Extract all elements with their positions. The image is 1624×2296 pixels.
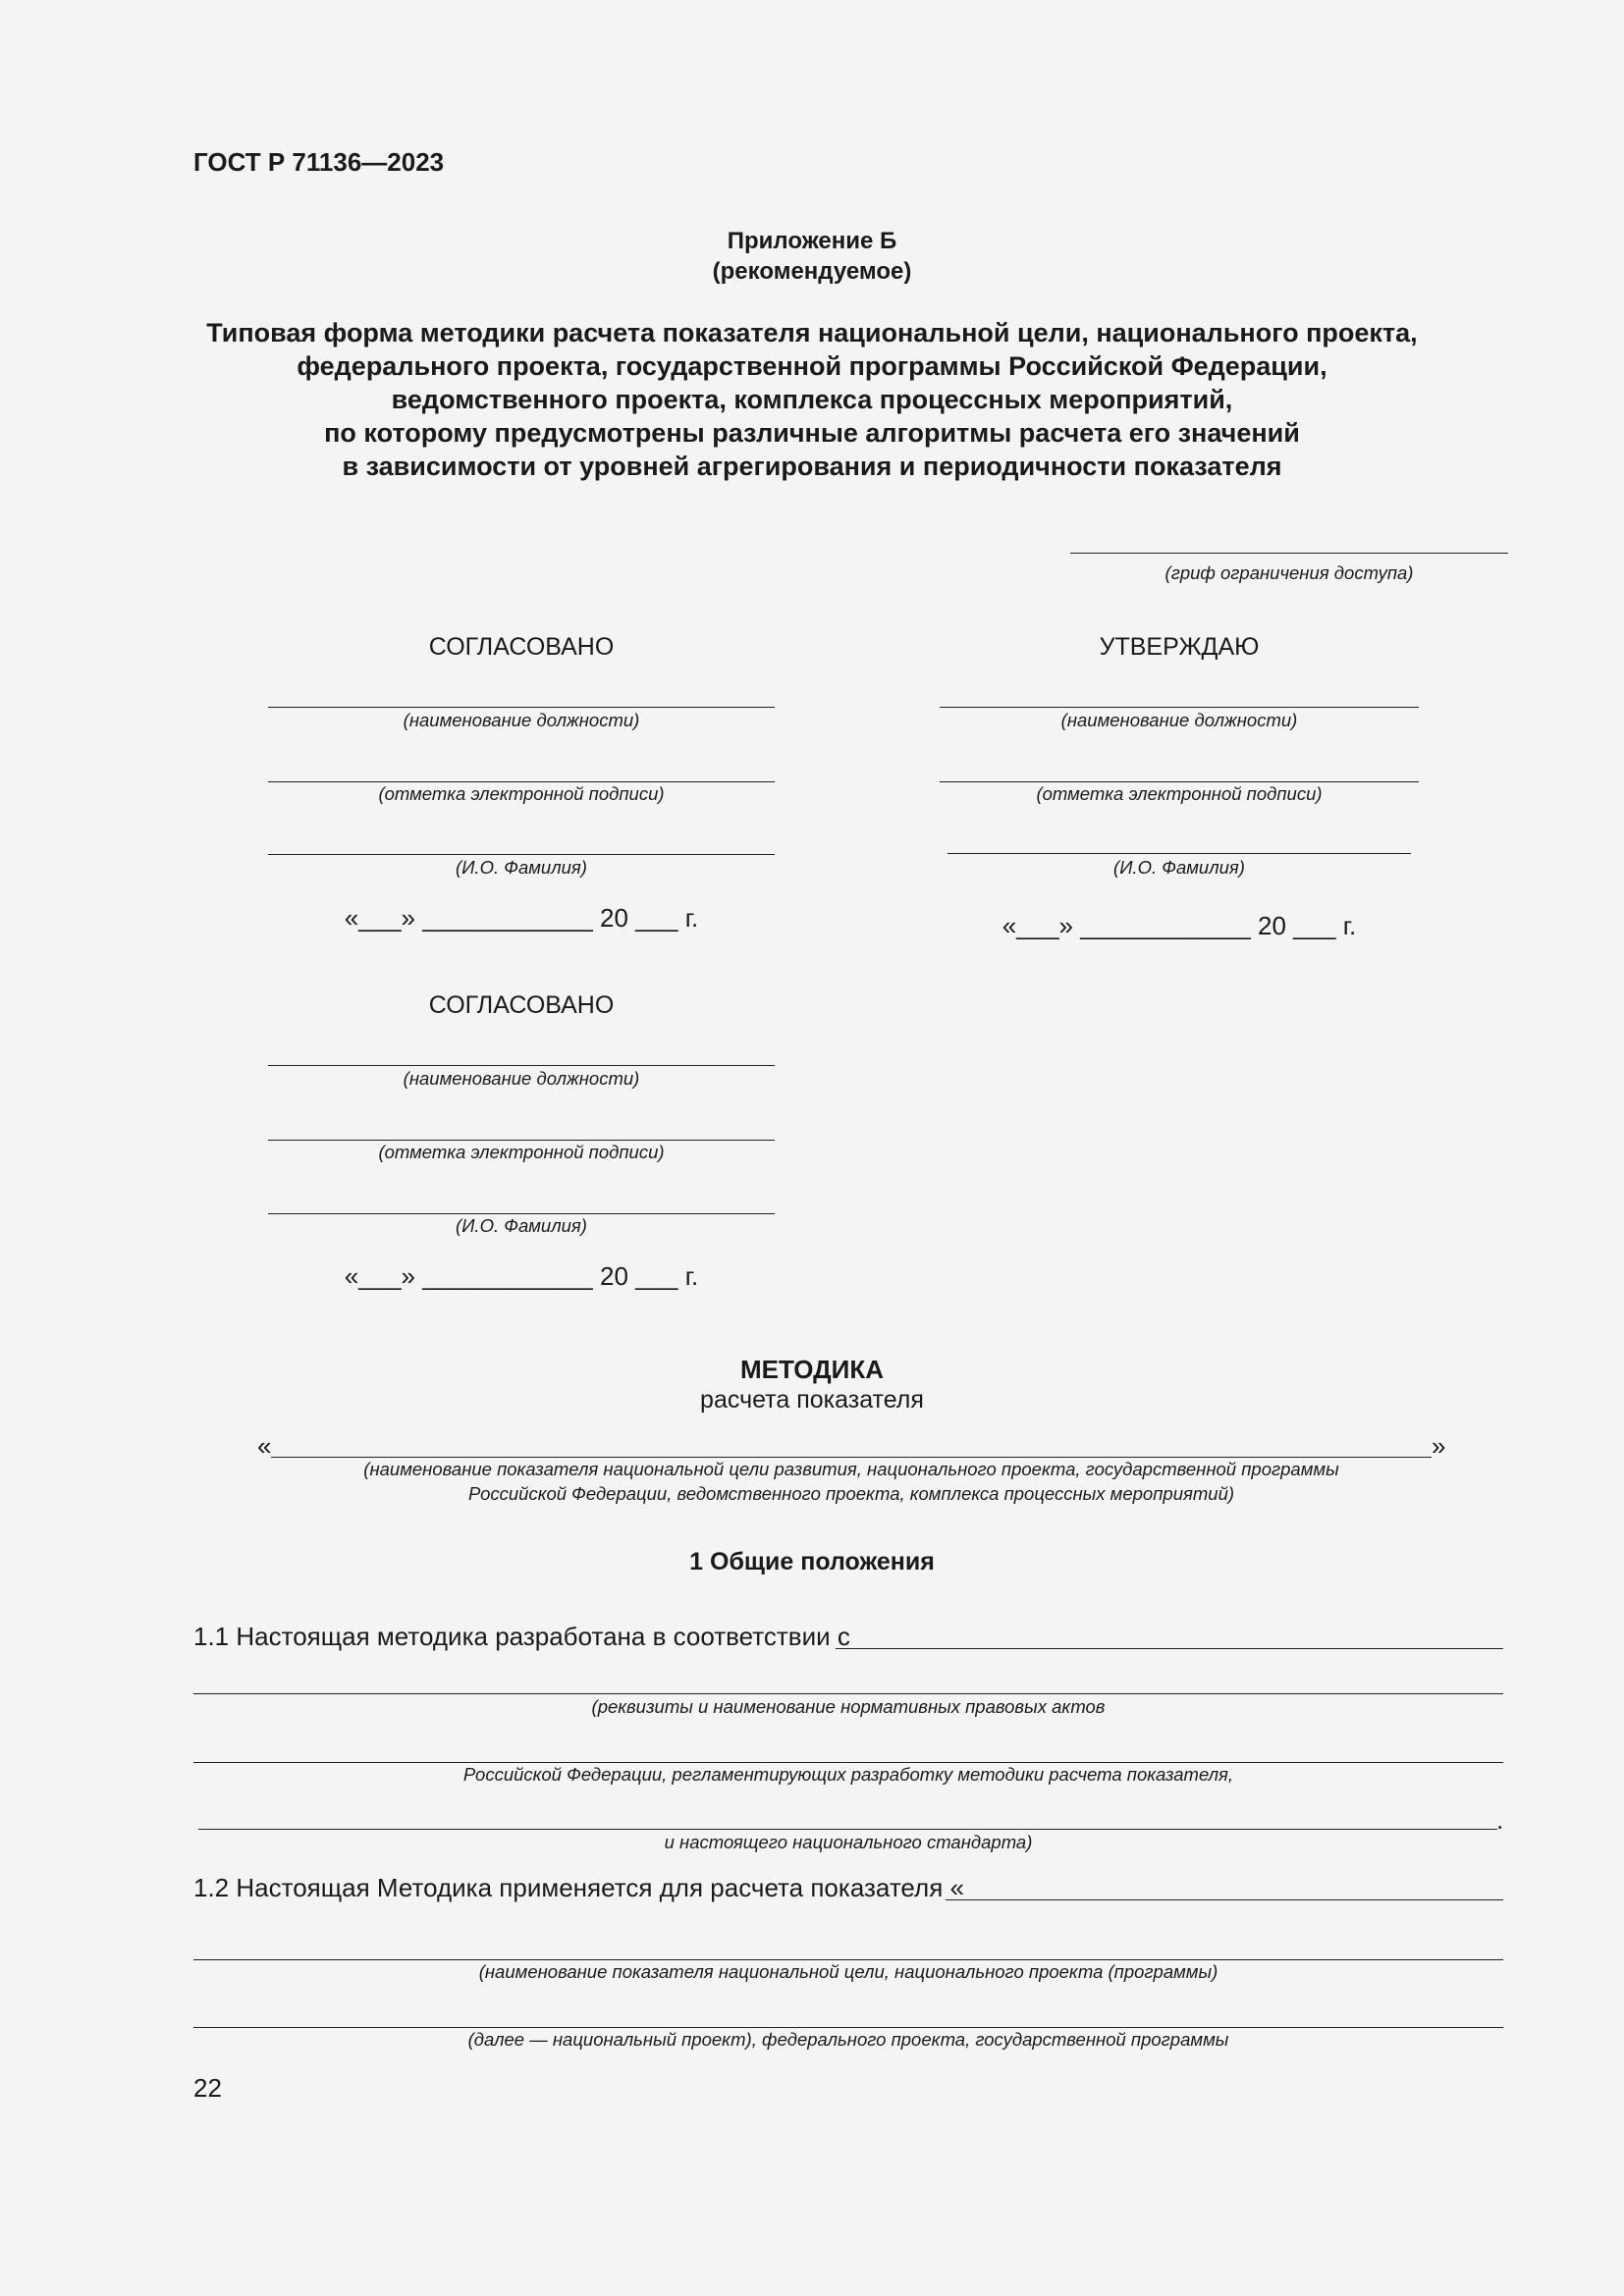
position-caption: (наименование должности) (403, 1068, 640, 1089)
legal-acts-line[interactable] (193, 1762, 1503, 1763)
close-quote: » (1432, 1431, 1446, 1461)
form-title-line: по которому предусмотрены различные алгоритмы расчета его значений (324, 418, 1300, 448)
position-line[interactable] (940, 707, 1419, 708)
methodology-subheading: расчета показателя (700, 1386, 924, 1414)
appendix-heading (0, 226, 1624, 287)
date-field[interactable]: «___» ____________ 20 ___ г. (1001, 911, 1357, 940)
indicator-caption: (далее — национальный проект), федерального проекта, государственной программы (467, 2029, 1229, 2050)
paragraph-1-1: 1.1 Настоящая методика разработана в соответствии с (193, 1622, 850, 1651)
name-caption: (И.О. Фамилия) (1113, 857, 1245, 878)
agreed-heading: СОГЛАСОВАНО (428, 633, 615, 661)
page-number: 22 (193, 2073, 222, 2103)
access-restriction-caption: (гриф ограничения доступа) (1164, 562, 1414, 583)
indicator-name-caption: (наименование показателя национальной цели развития, национального проекта, государственной программы (363, 1459, 1339, 1479)
document-code: ГОСТ Р 71136—2023 (193, 147, 445, 177)
legal-acts-caption: Российской Федерации, регламентирующих разработку методики расчета показателя, (462, 1764, 1234, 1785)
section-heading: 1 Общие положения (689, 1548, 935, 1575)
name-caption: (И.О. Фамилия) (456, 1215, 587, 1236)
form-title-line: федерального проекта, государственной программы Российской Федерации, (297, 351, 1327, 381)
indicator-line[interactable] (193, 2027, 1503, 2028)
position-caption: (наименование должности) (403, 710, 640, 730)
form-title-line: в зависимости от уровней агрегирования и периодичности показателя (342, 452, 1282, 481)
position-line[interactable] (268, 707, 775, 708)
legal-acts-line[interactable] (193, 1693, 1503, 1694)
signature-line[interactable] (268, 781, 775, 782)
methodology-heading: МЕТОДИКА (740, 1355, 884, 1384)
indicator-caption: (наименование показателя национальной цели, национального проекта (программы) (478, 1961, 1218, 1982)
paragraph-1-2: 1.2 Настоящая Методика применяется для расчета показателя « (193, 1873, 964, 1902)
access-restriction-line[interactable] (1070, 553, 1508, 554)
legal-acts-line[interactable] (836, 1648, 1503, 1649)
legal-acts-caption: и настоящего национального стандарта) (664, 1832, 1033, 1852)
position-line[interactable] (268, 1065, 775, 1066)
indicator-line[interactable] (193, 1959, 1503, 1960)
form-title (0, 316, 1624, 483)
form-title-line: ведомственного проекта, комплекса процессных мероприятий, (391, 385, 1233, 414)
form-title-line: Типовая форма методики расчета показателя национальной цели, национального проекта, (206, 318, 1418, 347)
approve-heading: УТВЕРЖДАЮ (1099, 633, 1260, 661)
signature-caption: (отметка электронной подписи) (378, 1142, 665, 1162)
appendix-title: Приложение Б (727, 228, 897, 254)
name-line[interactable] (268, 1213, 775, 1214)
signature-line[interactable] (268, 1140, 775, 1141)
indicator-name-caption: Российской Федерации, ведомственного проекта, комплекса процессных мероприятий) (467, 1483, 1235, 1504)
signature-caption: (отметка электронной подписи) (378, 783, 665, 804)
appendix-status: (рекомендуемое) (712, 258, 912, 285)
open-quote: « (257, 1431, 272, 1461)
legal-acts-line[interactable] (198, 1829, 1497, 1830)
indicator-line[interactable] (946, 1899, 1503, 1900)
date-field[interactable]: «___» ____________ 20 ___ г. (344, 1261, 699, 1291)
date-field[interactable]: «___» ____________ 20 ___ г. (344, 903, 699, 933)
position-caption: (наименование должности) (1060, 710, 1298, 730)
signature-line[interactable] (940, 781, 1419, 782)
name-line[interactable] (268, 854, 775, 855)
agreed-heading: СОГЛАСОВАНО (428, 991, 615, 1019)
legal-acts-caption: (реквизиты и наименование нормативных правовых актов (591, 1696, 1106, 1717)
paragraph-end-period: . (1496, 1805, 1504, 1835)
indicator-name-line[interactable] (271, 1457, 1432, 1458)
signature-caption: (отметка электронной подписи) (1036, 783, 1323, 804)
name-line[interactable] (947, 853, 1411, 854)
name-caption: (И.О. Фамилия) (456, 857, 587, 878)
